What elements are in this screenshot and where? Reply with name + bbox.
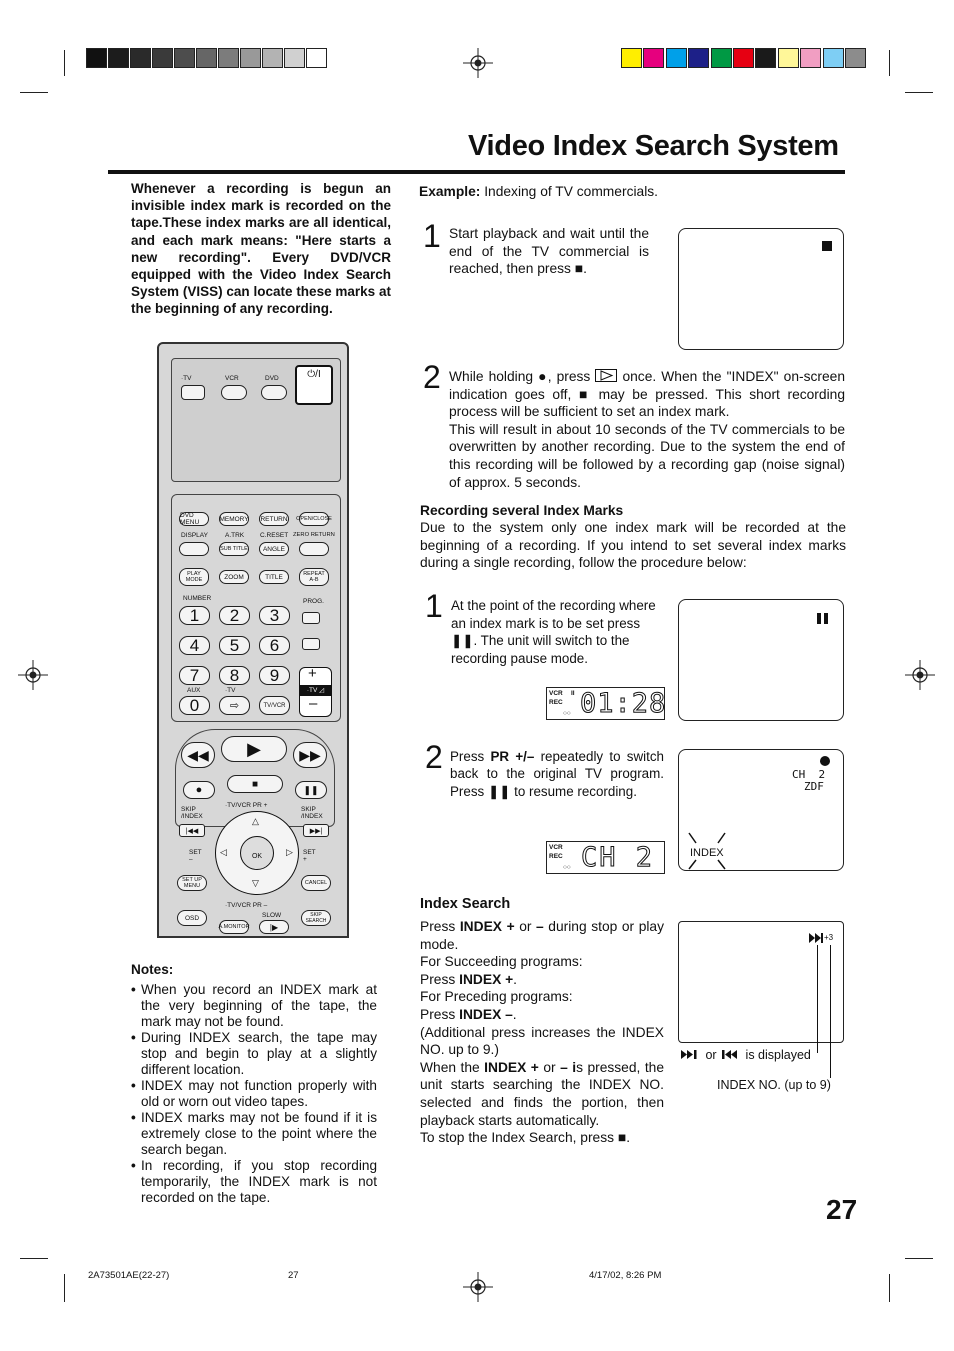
zero-return-label: ZERO RETURN bbox=[293, 532, 335, 538]
step-number: 1 bbox=[423, 218, 441, 254]
prog-down-button bbox=[302, 638, 320, 650]
osd-button: OSD bbox=[177, 910, 207, 926]
index-no-caption: INDEX NO. (up to 9) bbox=[717, 1078, 831, 1092]
volume-minus: – bbox=[309, 695, 318, 712]
notes-heading: Notes: bbox=[131, 962, 174, 977]
dvd-menu-button: DVD MENU bbox=[179, 512, 209, 526]
digit-button-3: 3 bbox=[259, 606, 290, 625]
display-button bbox=[179, 542, 209, 556]
digit-button-7: 7 bbox=[179, 666, 210, 685]
index-search-text: Press INDEX + or – during stop or play mode. For Succeeding programs: Press INDEX +. For Preceding programs: Press INDEX –. (Additional press increases the INDEX NO. up to 9.) When the INDEX + or – is pressed, the unit starts searching the INDEX NO. selected and finds the portion, then playback starts automatically. To stop the Index Search, press ■. bbox=[420, 919, 665, 1146]
pause-button: ❚❚ bbox=[295, 781, 327, 799]
callout-line bbox=[830, 945, 831, 1078]
example-line bbox=[419, 183, 658, 201]
gray-swatch bbox=[130, 48, 151, 68]
color-swatch bbox=[666, 48, 687, 68]
color-swatch bbox=[643, 48, 664, 68]
sub-step-2-pre: Press bbox=[450, 749, 491, 764]
tv-vcr-button: TV/VCR bbox=[259, 696, 290, 715]
step-2-text bbox=[449, 368, 845, 491]
play-mode-button: PLAY MODE bbox=[179, 568, 209, 586]
several-text: Due to the system only one index mark will be recorded at the beginning of a recording. If you intend to set several index marks during a single recording, follow the procedure below: bbox=[420, 520, 846, 571]
slow-button: |▶ bbox=[259, 920, 289, 934]
sub-title-button: SUB TITLE bbox=[219, 542, 249, 556]
lcd-rec-label: REC bbox=[549, 853, 563, 860]
skip-caption bbox=[680, 1048, 811, 1062]
remote-dvd-label: DVD bbox=[265, 375, 279, 382]
note-item: • In recording, if you stop recording temporarily, the INDEX mark is not recorded on the tape. bbox=[131, 1158, 377, 1206]
display-label: DISPLAY bbox=[181, 532, 208, 539]
lcd-vcr-label: VCR bbox=[549, 690, 563, 697]
index-search-heading: Index Search bbox=[420, 896, 511, 912]
notes-section bbox=[131, 962, 377, 1206]
nav-up-icon: △ bbox=[252, 816, 259, 826]
remote-vcr-label: VCR bbox=[225, 375, 239, 382]
digit-button-8: 8 bbox=[219, 666, 250, 685]
digit-button-0: 0 bbox=[179, 696, 210, 715]
note-item: • INDEX marks may not be found if it is extremely close to the point where the search began. bbox=[131, 1110, 377, 1158]
skip-forward-button: ▶▶| bbox=[303, 824, 329, 837]
fast-forward-button: ▶▶ bbox=[293, 742, 327, 768]
title-button: TITLE bbox=[259, 570, 289, 584]
color-swatch bbox=[823, 48, 844, 68]
tv-screen-channel bbox=[678, 749, 844, 871]
channel-number: CH 2 bbox=[792, 768, 826, 781]
channel-name: ZDF bbox=[804, 780, 824, 793]
nav-right-icon: ▷ bbox=[286, 847, 293, 857]
sub-step-1-text: At the point of the recording where an index mark is to be set press ❚❚. The unit will switch to the recording pause mode. bbox=[451, 598, 656, 666]
example-label: Example: bbox=[419, 184, 481, 199]
note-item: • During INDEX search, the tape may stop and begin to play at a slightly different location. bbox=[131, 1030, 377, 1078]
skip-forward-icon bbox=[680, 1049, 702, 1060]
gray-swatch bbox=[86, 48, 107, 68]
repeat-button: REPEAT A-B bbox=[299, 568, 329, 586]
sub-step-2-post: repeatedly to switch back to the original TV program. Press ❚❚ to resume recording. bbox=[450, 749, 664, 799]
page-title: Video Index Search System bbox=[468, 130, 839, 162]
tv-screen-pause bbox=[678, 599, 844, 721]
step-number: 2 bbox=[425, 739, 443, 775]
digit-button-5: 5 bbox=[219, 636, 250, 655]
color-swatch bbox=[800, 48, 821, 68]
gray-swatch bbox=[284, 48, 305, 68]
set-minus-label: SET – bbox=[189, 849, 202, 863]
lcd-digits: CH 2 bbox=[581, 842, 655, 873]
sub-step-2-bold: PR +/– bbox=[490, 749, 535, 764]
gray-swatch bbox=[152, 48, 173, 68]
volume-rocker bbox=[299, 667, 332, 717]
nav-down-icon: ▽ bbox=[252, 878, 259, 888]
skip-index-left-label: SKIP /INDEX bbox=[181, 806, 203, 820]
gray-swatch bbox=[218, 48, 239, 68]
registration-mark-icon bbox=[905, 660, 935, 690]
several-heading: Recording several Index Marks bbox=[420, 503, 624, 518]
color-swatch bbox=[621, 48, 642, 68]
pause-icon bbox=[817, 613, 821, 624]
gray-swatch bbox=[196, 48, 217, 68]
index-indicator: INDEX bbox=[690, 847, 724, 859]
registration-mark-icon bbox=[463, 1272, 493, 1302]
dvd-mode-button bbox=[261, 385, 287, 400]
pr-plus-label: ·TV/VCR PR + bbox=[225, 802, 268, 809]
color-swatch bbox=[755, 48, 776, 68]
lcd-vcr-label: VCR bbox=[549, 844, 563, 851]
zero-return-button bbox=[299, 542, 329, 556]
rewind-button: ◀◀ bbox=[181, 742, 215, 768]
cancel-button: CANCEL bbox=[301, 875, 331, 891]
notes-list bbox=[131, 982, 377, 1206]
mode-switch bbox=[181, 385, 205, 400]
play-icon bbox=[595, 369, 617, 382]
color-swatch bbox=[845, 48, 866, 68]
skip-caption-post: is displayed bbox=[742, 1048, 811, 1062]
skip-index-right-label: SKIP /INDEX bbox=[301, 806, 323, 820]
skip-back-icon bbox=[720, 1049, 742, 1060]
page-number: 27 bbox=[826, 1194, 858, 1225]
remote-tv-label: ·TV bbox=[181, 375, 192, 382]
slow-label: SLOW bbox=[262, 912, 282, 919]
remote-control-illustration bbox=[157, 342, 349, 938]
tv-screen-stop bbox=[678, 228, 844, 350]
navigation-ring bbox=[215, 811, 299, 895]
digit-button-1: 1 bbox=[179, 606, 210, 625]
skip-search-button: SKIP SEARCH bbox=[301, 910, 331, 926]
note-item: • INDEX may not function properly with old or worn out video tapes. bbox=[131, 1078, 377, 1110]
tv-screen-index-search bbox=[678, 921, 844, 1043]
prog-label: PROG. bbox=[303, 598, 324, 605]
intro-paragraph: Whenever a recording is begun an invisible index mark is recorded on the tape.These index marks are all identical, and each mark means: "Here starts a new recording". Every DVD/VCR equipped with the Video Index Search System (VISS) can locate these marks at the beginning of any recording. bbox=[131, 181, 391, 317]
creset-label: C.RESET bbox=[260, 532, 289, 539]
index-number-indicator: +3 bbox=[824, 933, 834, 942]
volume-label: ·TV ◿ bbox=[300, 685, 331, 696]
digit-button-9: 9 bbox=[259, 666, 290, 685]
blink-lines-icon bbox=[685, 830, 729, 872]
step-number: 2 bbox=[423, 359, 441, 395]
power-button: ⏻/I bbox=[295, 365, 333, 405]
angle-button: ANGLE bbox=[259, 542, 289, 556]
prog-up-button bbox=[302, 612, 320, 624]
footer-date: 4/17/02, 8:26 PM bbox=[589, 1270, 662, 1281]
play-button: ▶ bbox=[221, 736, 287, 762]
example-text: Indexing of TV commercials. bbox=[480, 184, 659, 199]
skip-forward-icon bbox=[809, 932, 825, 944]
volume-plus: + bbox=[308, 665, 317, 682]
set-plus-label: SET + bbox=[303, 849, 316, 863]
aux-label: AUX bbox=[187, 687, 201, 694]
registration-mark-icon bbox=[18, 660, 48, 690]
registration-mark-icon bbox=[463, 48, 493, 78]
nav-left-icon: ◁ bbox=[220, 847, 227, 857]
color-swatch bbox=[688, 48, 709, 68]
color-swatch bbox=[711, 48, 732, 68]
footer-page: 27 bbox=[288, 1270, 299, 1281]
record-icon bbox=[820, 756, 830, 766]
sub-step-2-text bbox=[450, 748, 664, 800]
color-swatch bbox=[733, 48, 754, 68]
callout-line bbox=[817, 945, 818, 1053]
step-1-text: Start playback and wait until the end of the TV commercial is reached, then press ■. bbox=[449, 226, 649, 277]
record-button: ● bbox=[183, 781, 215, 799]
stop-icon bbox=[822, 241, 832, 251]
step-2-text-a: While holding ●, press bbox=[449, 369, 596, 384]
number-label: NUMBER bbox=[183, 595, 212, 602]
tv-label: ·TV bbox=[225, 687, 236, 694]
memory-button: MEMORY bbox=[219, 512, 249, 526]
vcr-display-time bbox=[546, 687, 665, 720]
skip-caption-or: or bbox=[702, 1048, 721, 1062]
note-item: • When you record an INDEX mark at the very beginning of the tape, the mark may not be found. bbox=[131, 982, 377, 1030]
gray-swatch bbox=[306, 48, 327, 68]
color-swatch bbox=[778, 48, 799, 68]
return-button: RETURN bbox=[259, 512, 289, 526]
lcd-pause-mark: II bbox=[571, 690, 575, 697]
title-rule bbox=[108, 170, 845, 174]
zoom-button: ZOOM bbox=[219, 570, 249, 584]
skip-back-button: |◀◀ bbox=[179, 824, 205, 837]
input-select-button: ⇨ bbox=[219, 696, 250, 715]
step-2-text-b: once. When the "INDEX" on-screen indication goes off, ■ may be pressed. This short recording process will be sufficient to set an index mark. bbox=[449, 369, 845, 420]
step-2-text-c: This will result in about 10 seconds of the TV commercials to be overwritten by another recording. Due to the system the end of this recording will be followed by a recording gap (noise signal) of approx. 5 seconds. bbox=[449, 421, 845, 490]
gray-swatch bbox=[174, 48, 195, 68]
vcr-mode-button bbox=[221, 385, 247, 400]
gray-swatch bbox=[108, 48, 129, 68]
vcr-display-channel bbox=[546, 841, 665, 874]
digit-button-4: 4 bbox=[179, 636, 210, 655]
step-number: 1 bbox=[425, 588, 443, 624]
a-monitor-button: A.MONITOR bbox=[219, 920, 249, 934]
ok-button: OK bbox=[240, 836, 274, 870]
setup-menu-button: SET UP MENU bbox=[177, 875, 207, 891]
digit-button-6: 6 bbox=[259, 636, 290, 655]
atrk-label: A.TRK bbox=[225, 532, 245, 539]
gray-swatch bbox=[240, 48, 261, 68]
lcd-digits: 01:28 bbox=[580, 688, 667, 719]
stop-button: ■ bbox=[227, 775, 283, 793]
gray-swatch bbox=[262, 48, 283, 68]
cassette-icon: ○○ bbox=[563, 864, 571, 871]
digit-button-2: 2 bbox=[219, 606, 250, 625]
pr-minus-label: ·TV/VCR PR – bbox=[225, 902, 268, 909]
open-close-button: OPEN/CLOSE bbox=[299, 512, 329, 526]
lcd-rec-label: REC bbox=[549, 699, 563, 706]
footer-file: 2A73501AE(22-27) bbox=[88, 1270, 170, 1281]
cassette-icon: ○○ bbox=[563, 710, 571, 717]
